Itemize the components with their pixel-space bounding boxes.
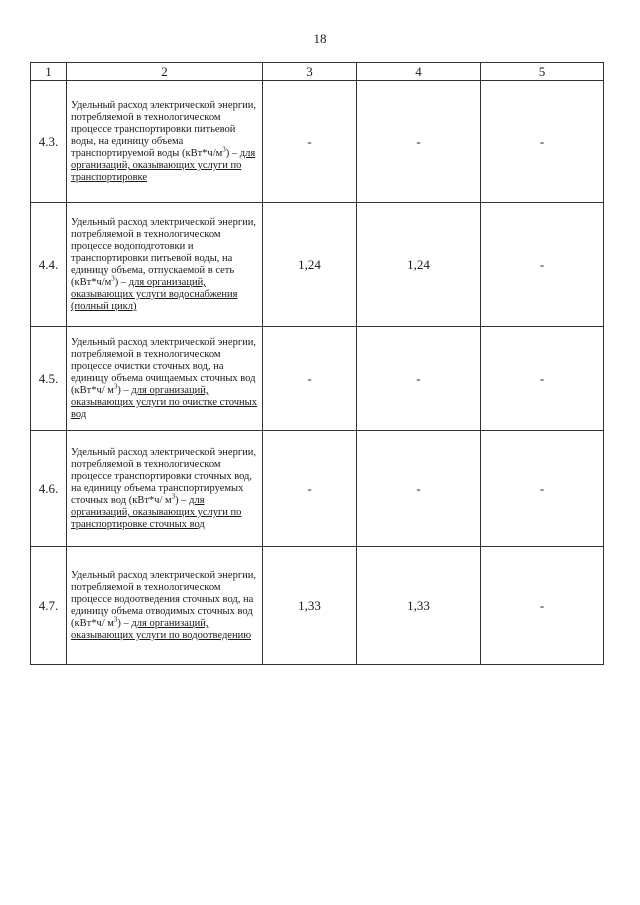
value-col4: - <box>357 81 481 203</box>
table-row <box>31 431 604 547</box>
header-cell: 3 <box>263 63 357 81</box>
desc-text-tail: ) – <box>175 495 190 506</box>
row-description <box>67 547 263 665</box>
value-col4: - <box>357 327 481 431</box>
value-col5: - <box>481 431 604 547</box>
value-col5: - <box>481 203 604 327</box>
row-description <box>67 431 263 547</box>
row-description <box>67 203 263 327</box>
value-col4: 1,33 <box>357 547 481 665</box>
desc-superscript: 3 <box>171 492 176 501</box>
desc-underlined: для организаций, оказывающих услуги по транспортировке сточных вод <box>71 495 242 530</box>
header-cell: 2 <box>67 63 263 81</box>
desc-superscript: 3 <box>111 274 115 283</box>
row-number: 4.3. <box>31 81 67 203</box>
value-col5: - <box>481 547 604 665</box>
table-row <box>31 203 604 327</box>
row-description <box>67 81 263 203</box>
value-col3: - <box>263 327 357 431</box>
row-description <box>67 327 263 431</box>
desc-text-tail: ) – <box>117 618 132 629</box>
value-col3: 1,33 <box>263 547 357 665</box>
desc-underlined: для организаций, оказывающих услуги по транспортировке <box>71 148 256 183</box>
desc-text: Удельный расход электрической энергии, потребляемой в технологическом процессе транспортировки питьевой воды, на единицу объема транспортируемой воды (кВт*ч/м <box>71 100 257 159</box>
header-cell: 5 <box>481 63 604 81</box>
header-cell: 1 <box>31 63 67 81</box>
page-number: 18 <box>313 31 327 46</box>
desc-superscript: 3 <box>222 145 226 154</box>
table-row <box>31 81 604 203</box>
value-col4: 1,24 <box>357 203 481 327</box>
value-col4: - <box>357 431 481 547</box>
value-col3: - <box>263 81 357 203</box>
row-number: 4.7. <box>31 547 67 665</box>
desc-text-tail: ) – <box>114 277 129 288</box>
desc-underlined: для организаций, оказывающих услуги водоснабжения (полный цикл) <box>71 277 238 312</box>
value-col5: - <box>481 327 604 431</box>
row-number: 4.5. <box>31 327 67 431</box>
desc-text-tail: ) – <box>117 385 132 396</box>
header-cell: 4 <box>357 63 481 81</box>
desc-underlined: для организаций, оказывающих услуги по очистке сточных вод <box>71 385 257 420</box>
desc-superscript: 3 <box>113 615 118 624</box>
table-header-row <box>31 63 604 81</box>
value-col5: - <box>481 81 604 203</box>
table-row <box>31 327 604 431</box>
desc-superscript: 3 <box>113 382 118 391</box>
desc-text-tail: ) – <box>225 148 240 159</box>
desc-underlined: для организаций, оказывающих услуги по водоотведению <box>71 618 252 641</box>
desc-text: Удельный расход электрической энергии, потребляемой в технологическом процессе очистки сточных вод, на единицу объема очищаемых сточных вод (кВт*ч/ м <box>71 337 257 396</box>
indicators-table <box>30 62 604 665</box>
desc-text: Удельный расход электрической энергии, потребляемой в технологическом процессе водоподготовки и транспортировки питьевой воды, на единицу объема, отпускаемой в сеть (кВт*ч/м <box>71 217 257 288</box>
value-col3: 1,24 <box>263 203 357 327</box>
table-row <box>31 547 604 665</box>
value-col3: - <box>263 431 357 547</box>
desc-text: Удельный расход электрической энергии, потребляемой в технологическом процессе транспортировки сточных вод, на единицу объема транспортируемых сточных вод (кВт*ч/ м <box>71 447 257 506</box>
desc-text: Удельный расход электрической энергии, потребляемой в технологическом процессе водоотведения сточных вод, на единицу объема отводимых сточных вод (кВт*ч/ м <box>71 570 257 629</box>
row-number: 4.6. <box>31 431 67 547</box>
row-number: 4.4. <box>31 203 67 327</box>
